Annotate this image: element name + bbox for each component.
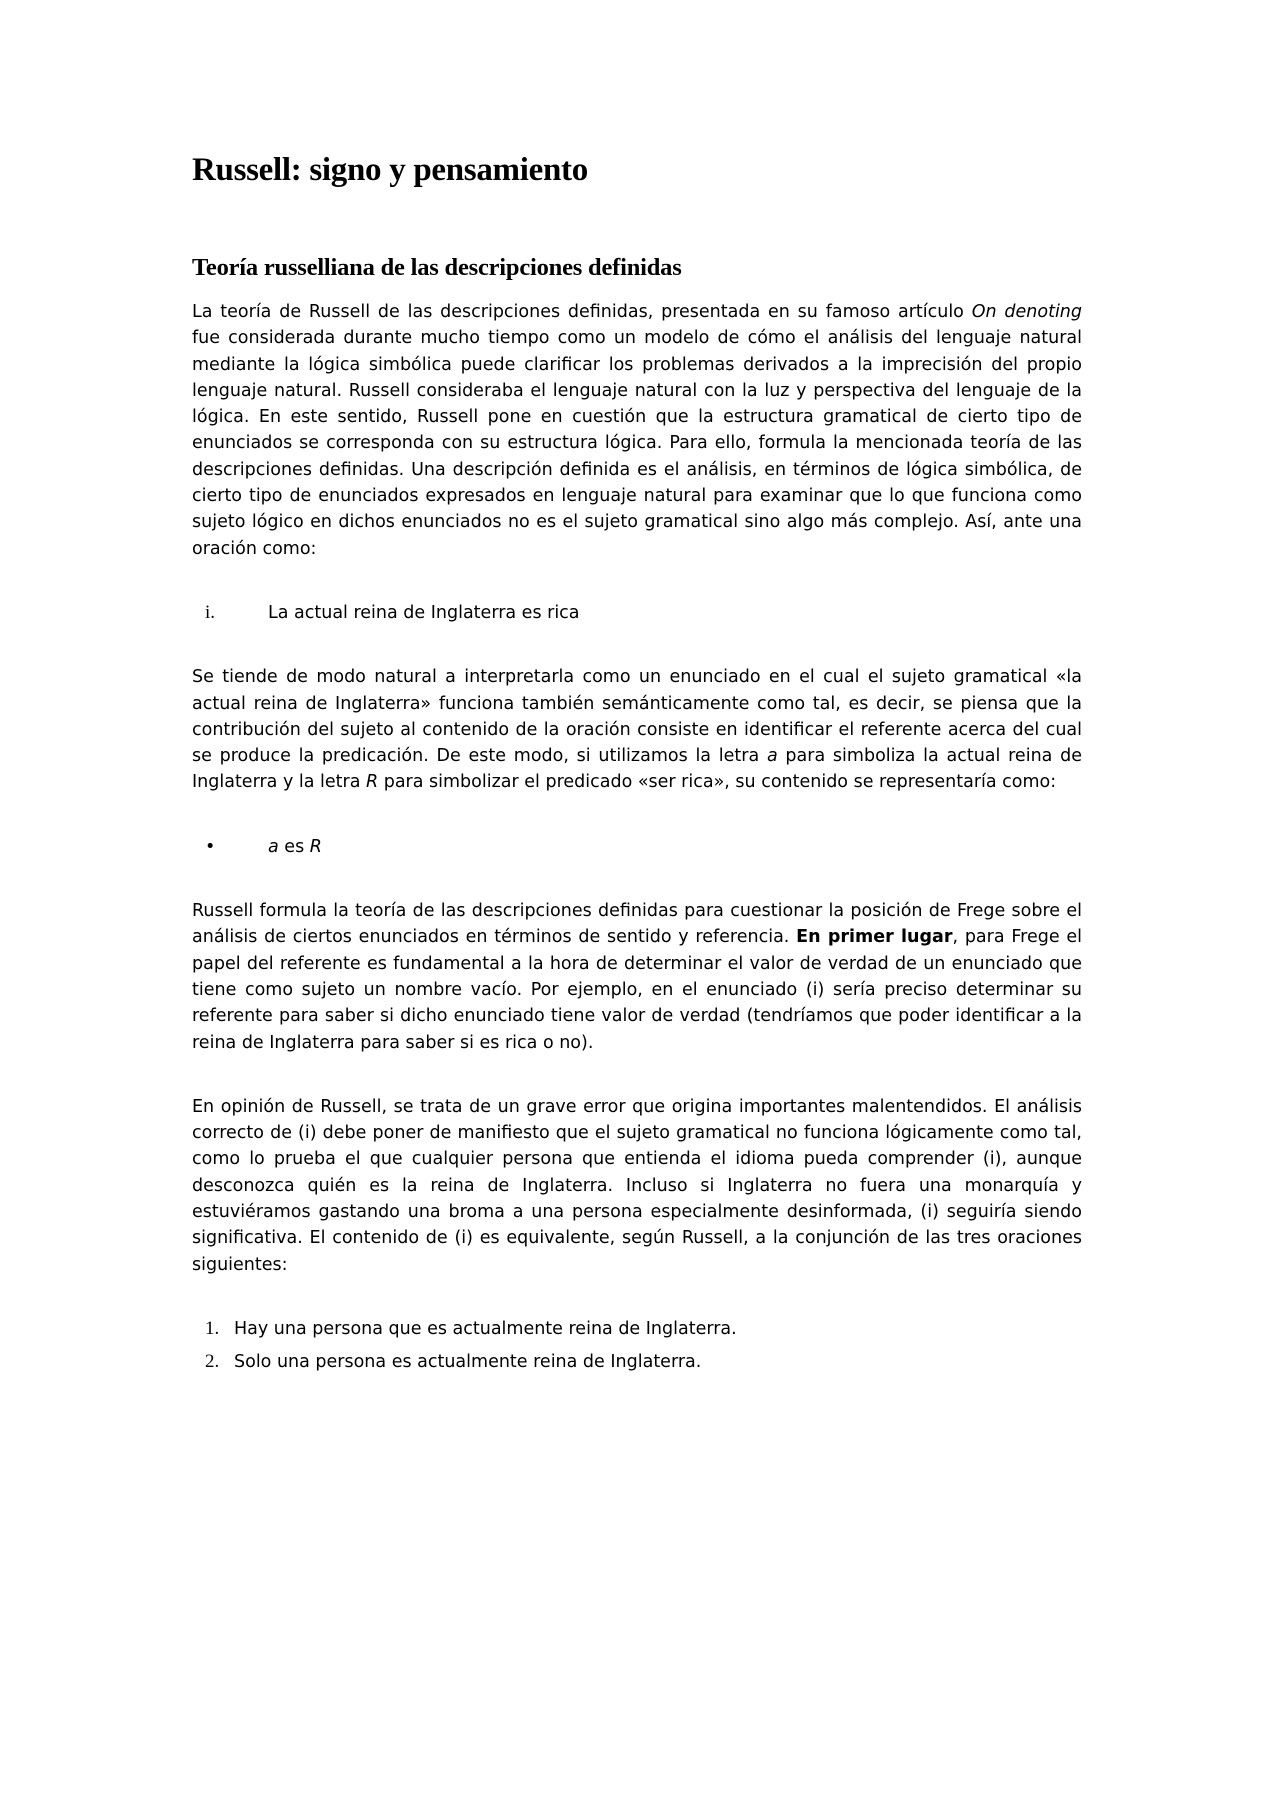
numbered-list-item (192, 1349, 1082, 1375)
numbered-list-marker: 1. (205, 1317, 220, 1339)
bullet-list-text: a es R (268, 836, 322, 857)
roman-list-text: La actual reina de Inglaterra es rica (268, 602, 580, 623)
page-title: Russell: signo y pensamiento (192, 152, 588, 188)
numbered-list-marker: 2. (205, 1351, 220, 1373)
numbered-list-text: Hay una persona que es actualmente reina de Inglaterra. (234, 1318, 737, 1339)
section-heading: Teoría russelliana de las descripciones definidas (192, 254, 682, 281)
bullet-icon: • (205, 836, 216, 857)
roman-list-marker: i. (205, 601, 216, 623)
paragraph-frege: Russell formula la teoría de las descripciones definidas para cuestionar la posición de Frege sobre el análisis de ciertos enunciados en términos de sentido y referencia. En primer lugar, para Frege el papel del referente es fundamental a la hora de determinar el valor de verdad de un enunciado que tiene como sujeto un nombre vacío. Por ejemplo, en el enunciado (i) sería preciso determinar su referente para saber si dicho enunciado tiene valor de verdad (tendríamos que poder identificar a la reina de Inglaterra para saber si es rica o no). (192, 901, 1082, 1053)
numbered-list-item (192, 1316, 1082, 1342)
bullet-list-item (192, 834, 1082, 860)
paragraph-opinion: En opinión de Russell, se trata de un grave error que origina importantes malentendidos. El análisis correcto de (i) debe poner de manifiesto que el sujeto gramatical no funciona lógicamente como tal, como lo prueba el que cualquier persona que entienda el idioma pueda comprender (i), aunque desconozca quién es la reina de Inglaterra. Incluso si Inglaterra no fuera una monarquía y estuviéramos gastando una broma a una persona especialmente desinformada, (i) seguiría siendo significativa. El contenido de (i) es equivalente, según Russell, a la conjunción de las tres oraciones siguientes: (192, 1096, 1082, 1275)
roman-list-item (192, 600, 1082, 626)
paragraph-interpretation: Se tiende de modo natural a interpretarla como un enunciado en el cual el sujeto gramatical «la actual reina de Inglaterra» funciona también semánticamente como tal, es decir, se piensa que la contribución del sujeto al contenido de la oración consiste en identificar el referente acerca del cual se produce la predicación. De este modo, si utilizamos la letra a para simboliza la actual reina de Inglaterra y la letra R para simbolizar el predicado «ser rica», su contenido se representaría como: (192, 667, 1083, 793)
numbered-list-text: Solo una persona es actualmente reina de Inglaterra. (234, 1352, 702, 1373)
numbered-list (192, 1316, 1082, 1376)
paragraph-intro: La teoría de Russell de las descripciones definidas, presentada en su famoso artículo On denoting fue considerada durante mucho tiempo como un modelo de cómo el análisis del lenguaje natural mediante la lógica simbólica puede clarificar los problemas derivados a la imprecisión del propio lenguaje natural. Russell consideraba el lenguaje natural con la luz y perspectiva del lenguaje de la lógica. En este sentido, Russell pone en cuestión que la estructura gramatical de cierto tipo de enunciados se corresponda con su estructura lógica. Para ello, formula la mencionada teoría de las descripciones definidas. Una descripción definida es el análisis, en términos de lógica simbólica, de cierto tipo de enunciados expresados en lenguaje natural para examinar que lo que funciona como sujeto lógico en dichos enunciados no es el sujeto gramatical sino algo más complejo. Así, ante una oración como: (192, 302, 1082, 559)
